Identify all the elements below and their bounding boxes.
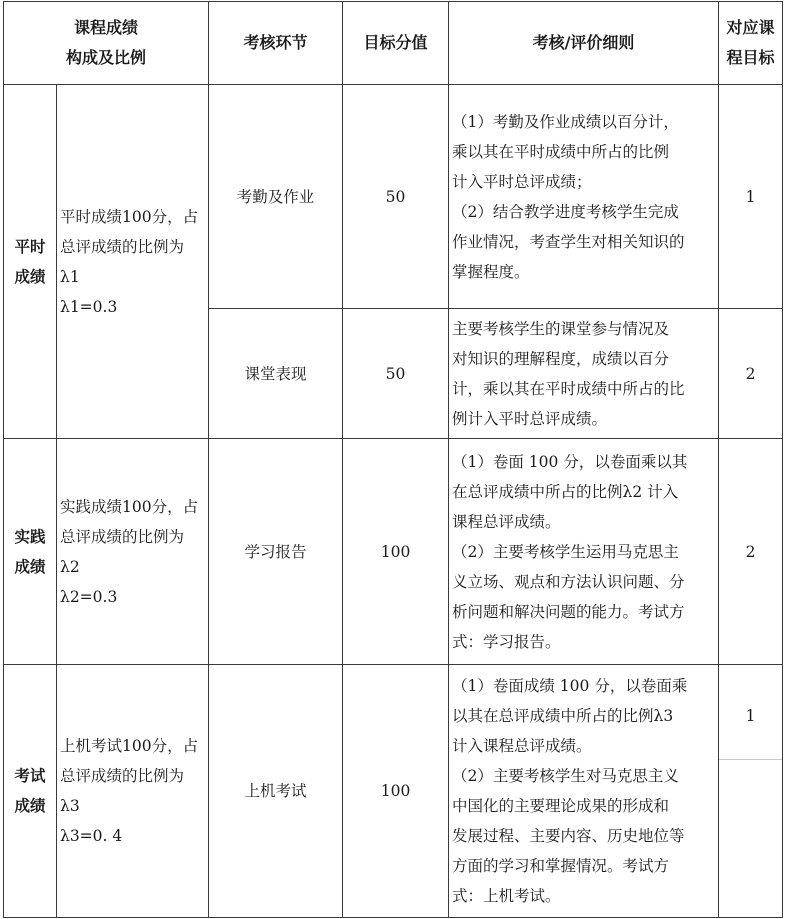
description-line: λ3	[60, 797, 80, 815]
detail-line: 发展过程、主要内容、历史地位等	[452, 827, 685, 845]
detail-line: 计入课程总评成绩。	[452, 737, 592, 755]
category-exam-line2: 成绩	[14, 796, 46, 815]
description-line: 平时成绩100分，占	[60, 207, 199, 226]
header-score: 目标分值	[343, 2, 449, 85]
description-line: 总评成绩的比例为	[60, 237, 185, 256]
detail-line: 方面的学习和掌握情况。考试方	[452, 857, 670, 875]
detail-line: （2）主要考核学生运用马克思主	[452, 542, 679, 561]
detail-line: 以其在总评成绩中所占的比例λ3	[452, 707, 674, 725]
assessment-cell: 考勤及作业	[209, 85, 343, 309]
detail-line: 作业情况，考查学生对相关知识的	[452, 232, 685, 251]
category-exam	[4, 665, 57, 918]
header-assessment: 考核环节	[209, 2, 343, 85]
header-objective	[719, 2, 783, 85]
objective-cell: 1	[719, 85, 783, 309]
description-line: 总评成绩的比例为	[60, 767, 185, 785]
detail-line: （1）考勤及作业成绩以百分计，	[452, 112, 679, 131]
detail-line: 中国化的主要理论成果的形成和	[452, 797, 670, 815]
header-detail: 考核/评价细则	[449, 2, 719, 85]
assessment-cell: 学习报告	[209, 439, 343, 665]
detail-line: 主要考核学生的课堂参与情况及	[452, 319, 670, 338]
objective-cell: 2	[719, 309, 783, 439]
detail-line: 计，乘以其在平时成绩中所占的比	[452, 379, 685, 398]
objective-value: 1	[719, 665, 782, 760]
detail-line: 例计入平时总评成绩。	[452, 409, 608, 428]
category-regular	[4, 85, 57, 439]
description-line: λ2	[60, 557, 80, 576]
description-line: λ3=0. 4	[60, 827, 123, 845]
category-exam-line1: 考试	[14, 766, 46, 785]
detail-line: 计入平时总评成绩；	[452, 172, 592, 191]
description-line: 上机考试100分，占	[60, 737, 199, 755]
assessment-cell: 课堂表现	[209, 309, 343, 439]
description-line: λ2=0.3	[60, 587, 118, 606]
score-cell: 50	[343, 85, 449, 309]
detail-line: 式：上机考试。	[452, 887, 561, 905]
description-line: λ1=0.3	[60, 297, 118, 316]
header-composition-line1: 课程成绩	[74, 18, 139, 37]
detail-cell	[449, 85, 719, 309]
table-row-regular-attendance	[4, 85, 783, 309]
detail-line: （2）主要考核学生对马克思主义	[452, 767, 679, 785]
category-practice-line1: 实践	[14, 526, 46, 546]
category-practice	[4, 439, 57, 665]
detail-cell	[449, 309, 719, 439]
header-composition	[4, 2, 209, 85]
table-row-practice	[4, 439, 783, 665]
description-line: 总评成绩的比例为	[60, 527, 185, 546]
detail-line: （2）结合教学进度考核学生完成	[452, 202, 679, 221]
detail-line: 析问题和解决问题的能力。考试方	[452, 602, 685, 621]
assessment-table	[3, 1, 783, 918]
header-objective-line2: 程目标	[726, 48, 775, 67]
score-cell: 100	[343, 665, 449, 918]
description-regular	[57, 85, 209, 439]
objective-cell: 2	[719, 439, 783, 665]
description-exam	[57, 665, 209, 918]
category-regular-line1: 平时	[14, 236, 46, 256]
detail-cell	[449, 665, 719, 918]
assessment-cell: 上机考试	[209, 665, 343, 918]
category-regular-line2: 成绩	[14, 266, 46, 286]
score-cell: 50	[343, 309, 449, 439]
detail-line: （1）卷面 100 分，以卷面乘以其	[452, 452, 688, 471]
category-practice-line2: 成绩	[14, 556, 46, 576]
description-practice	[57, 439, 209, 665]
description-line: 实践成绩100分，占	[60, 497, 199, 516]
description-line: λ1	[60, 267, 80, 286]
objective-cell	[719, 665, 783, 918]
detail-line: 式：学习报告。	[452, 632, 561, 651]
header-row	[4, 2, 783, 85]
detail-line: （1）卷面成绩 100 分，以卷面乘	[452, 677, 688, 695]
detail-line: 对知识的理解程度，成绩以百分	[452, 349, 670, 368]
table-row-exam	[4, 665, 783, 918]
detail-line: 乘以其在平时成绩中所占的比例	[452, 142, 670, 161]
detail-line: 课程总评成绩。	[452, 512, 561, 531]
header-composition-line2: 构成及比例	[66, 48, 147, 67]
detail-line: 在总评成绩中所占的比例λ2 计入	[452, 482, 679, 501]
detail-line: 掌握程度。	[452, 262, 530, 281]
detail-cell	[449, 439, 719, 665]
detail-line: 义立场、观点和方法认识问题、分	[452, 572, 685, 591]
header-objective-line1: 对应课	[726, 18, 775, 37]
score-cell: 100	[343, 439, 449, 665]
